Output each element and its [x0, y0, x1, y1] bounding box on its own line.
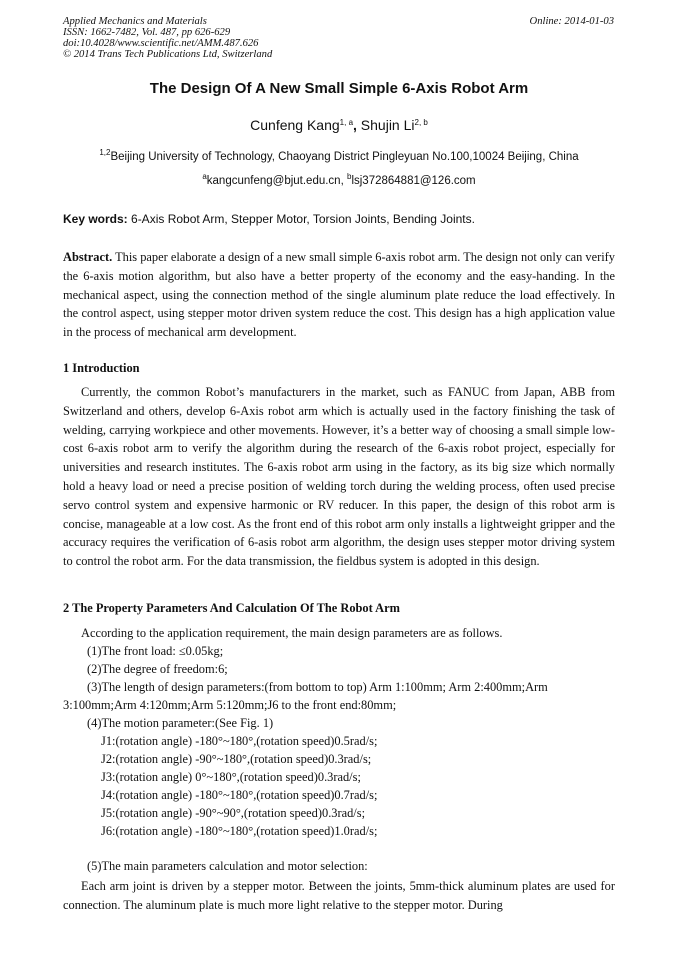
abstract-label: Abstract.	[63, 250, 113, 264]
param-front-load: (1)The front load: ≤0.05kg;	[87, 644, 224, 658]
section-1-heading: 1 Introduction	[63, 361, 140, 375]
journal-name: Applied Mechanics and Materials	[63, 16, 207, 27]
section-2-heading: 2 The Property Parameters And Calculation Of The Robot Arm	[63, 601, 400, 615]
affiliation-sup: 1,2	[99, 148, 111, 157]
author-2: Shujin Li	[360, 117, 415, 133]
param-lengths-1: (3)The length of design parameters:(from bottom to top) Arm 1:100mm; Arm 2:400mm;Arm	[87, 680, 548, 694]
affiliation-text: Beijing University of Technology, Chaoyang District Pingleyuan No.100,10024 Beijing, China	[110, 151, 579, 163]
author-2-sup: 2, b	[414, 118, 428, 127]
keywords-label: Key words:	[63, 212, 132, 226]
joint-j4: J4:(rotation angle) -180°~180°,(rotation speed)0.7rad/s;	[101, 788, 378, 802]
email-b: lsj372864881@126.com	[351, 175, 476, 187]
joint-j2: J2:(rotation angle) -90°~180°,(rotation speed)0.3rad/s;	[101, 752, 372, 766]
section-1-body: Currently, the common Robot’s manufacturers in the market, such as FANUC from Japan, ABB from Switzerland and others, develop 6-Axis robot arm which is actually used in the factory finishing the task of welding, carrying workpiece and other movements. However, it’s a better way of choosing a small simple low-cost 6-axis robot arm to verify the algorithm during the research of the 6-axis robot project, especially for universities and research institutes. The 6-axis robot arm using in the factory, as its big size which normally hold a heavy load or need a precise position of welding torch during the welding process, often used precise servo control system and expensive harmonic or RV reducer. In this paper, the design of this robot arm is concise, manageable at a low cost. As the front end of this robot arm only installs a lightweight gripper and the accuracy requires the verification of 6-asis robot arm algorithm, the design uses stepper motor driving system to control the robot arm. For the data transmission, the fieldbus system is adopted in this design.	[63, 385, 615, 569]
author-separator: ,	[353, 117, 361, 133]
abstract-text: This paper elaborate a design of a new small simple 6-axis robot arm. The design not only can verify the 6-axis motion algorithm, but also have a better property of the economy and the easy-handing. In the mechanical aspect, using the connection method of the single aluminum plate reduce the load effectively. In the control aspect, using stepper motor driven system reduce the cost. This design has a high application value in the process of mechanical arm development.	[63, 250, 615, 340]
param-motion: (4)The motion parameter:(See Fig. 1)	[87, 716, 274, 730]
email-b-sup: b	[346, 172, 352, 181]
email-a-sup: a	[202, 172, 207, 181]
emails	[0, 172, 678, 187]
param-dof: (2)The degree of freedom:6;	[87, 662, 228, 676]
section-2-final-paragraph: Each arm joint is driven by a stepper motor. Between the joints, 5mm-thick aluminum plates are used for connection. The aluminum plate is much more light relative to the stepper motor. During	[63, 879, 615, 912]
journal-info	[63, 16, 272, 60]
joint-j1: J1:(rotation angle) -180°~180°,(rotation speed)0.5rad/s;	[101, 734, 378, 748]
param-calculation: (5)The main parameters calculation and motor selection:	[87, 859, 368, 873]
author-1-sup: 1, a	[339, 118, 354, 127]
issn: ISSN: 1662-7482, Vol. 487, pp 626-629	[63, 27, 231, 38]
joint-j3: J3:(rotation angle) 0°~180°,(rotation speed)0.3rad/s;	[101, 770, 361, 784]
joint-j6: J6:(rotation angle) -180°~180°,(rotation speed)1.0rad/s;	[101, 824, 378, 838]
joint-j5: J5:(rotation angle) -90°~90°,(rotation speed)0.3rad/s;	[101, 806, 366, 820]
keywords	[63, 212, 615, 226]
keywords-text: 6-Axis Robot Arm, Stepper Motor, Torsion Joints, Bending Joints.	[131, 212, 475, 226]
section-2-intro: According to the application requirement, the main design parameters are as follows.	[81, 626, 503, 640]
paper-title: The Design Of A New Small Simple 6-Axis Robot Arm	[149, 80, 529, 97]
param-lengths-2: 3:100mm;Arm 4:120mm;Arm 5:120mm;J6 to the front end:80mm;	[63, 698, 397, 712]
doi: doi:10.4028/www.scientific.net/AMM.487.626	[63, 38, 259, 49]
email-a: kangcunfeng@bjut.edu.cn,	[206, 175, 347, 187]
author-1: Cunfeng Kang	[250, 117, 340, 133]
affiliation	[0, 148, 678, 163]
online-date: Online: 2014-01-03	[529, 16, 614, 27]
abstract	[63, 248, 615, 342]
author-line	[0, 117, 678, 133]
copyright: © 2014 Trans Tech Publications Ltd, Switzerland	[63, 49, 273, 60]
